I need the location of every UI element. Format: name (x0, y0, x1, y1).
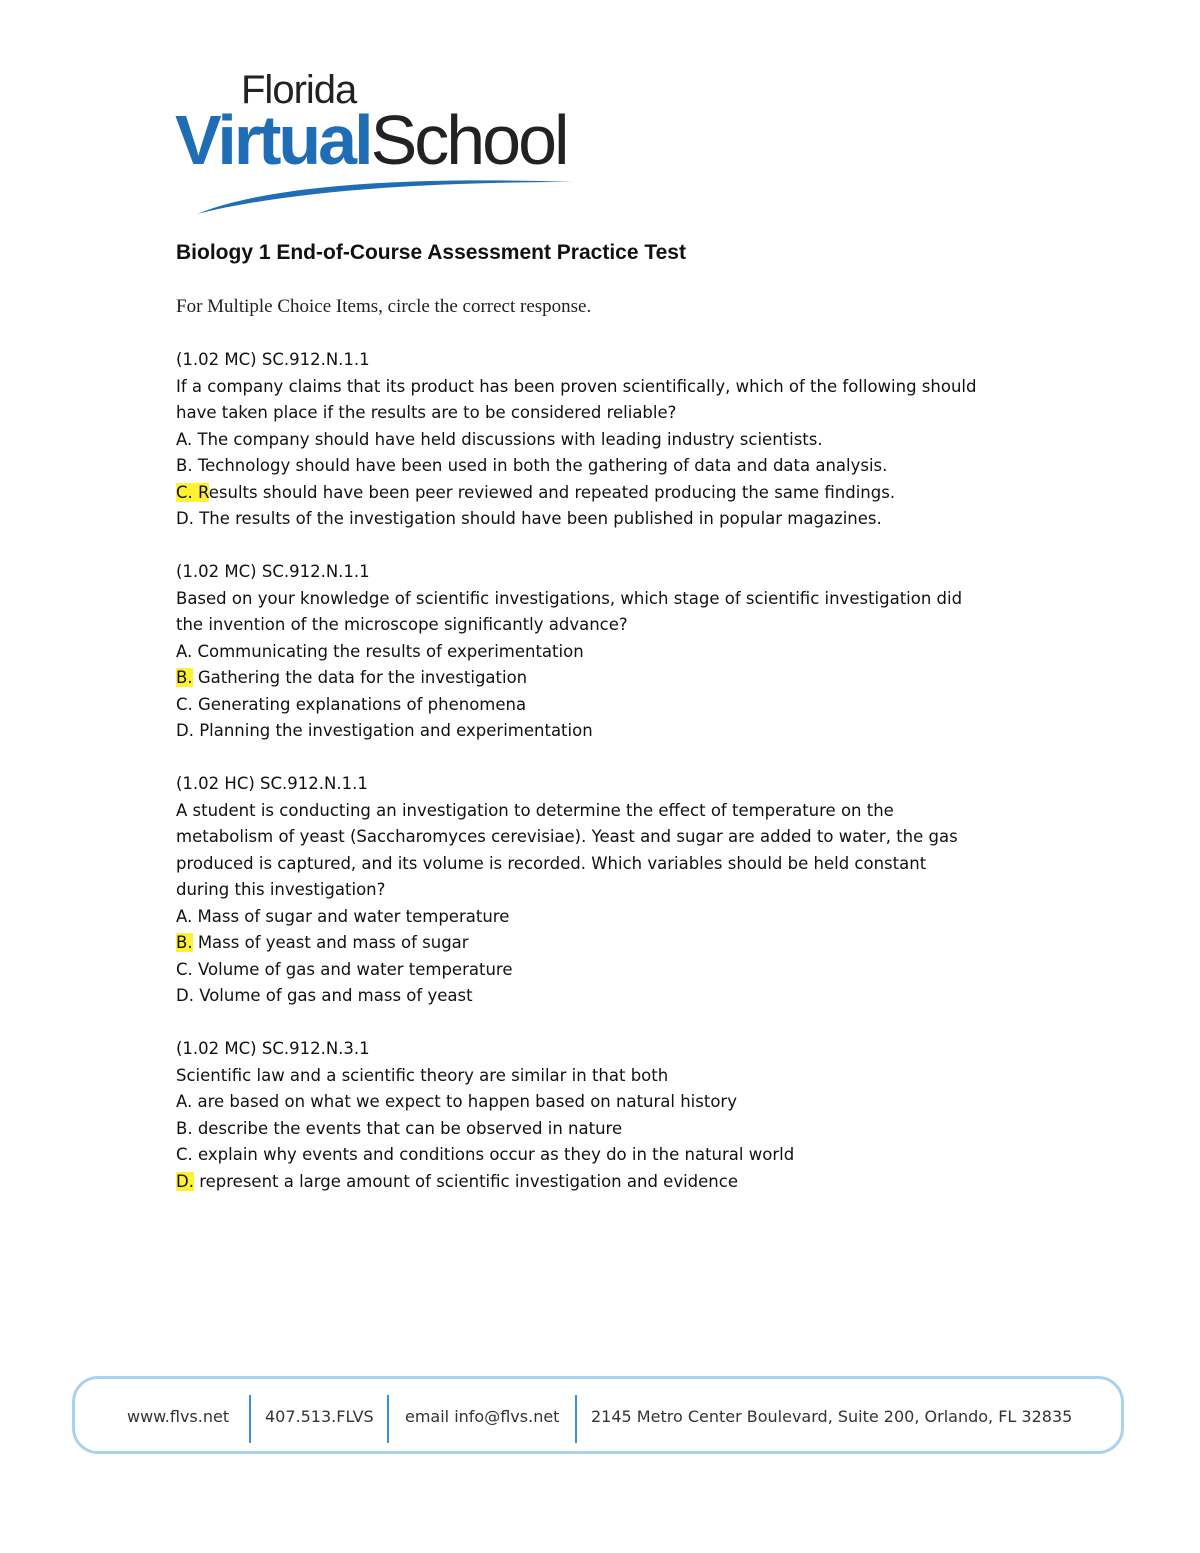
option-letter: A. (176, 429, 193, 449)
footer-website[interactable]: www.flvs.net (127, 1407, 230, 1426)
answer-option[interactable] (176, 639, 1046, 666)
answer-option-correct[interactable] (176, 665, 1046, 692)
option-letter: D. (176, 986, 194, 1005)
option-text: The company should have held discussions with leading industry scientists. (192, 429, 823, 449)
answer-option[interactable] (176, 506, 1046, 533)
logo-florida-text: Florida (241, 68, 357, 112)
option-letter-highlighted: D. (176, 1171, 194, 1191)
answer-option[interactable] (176, 453, 1046, 480)
question-1 (176, 347, 1046, 533)
answer-option[interactable] (176, 718, 1046, 745)
question-list (176, 347, 1046, 1222)
answer-option[interactable] (176, 1089, 1046, 1116)
answer-option[interactable] (176, 427, 1046, 454)
footer-divider (249, 1395, 251, 1443)
option-letter: D. (176, 721, 194, 740)
answer-option[interactable] (176, 983, 1046, 1010)
option-text: Technology should have been used in both the gathering of data and data analysis. (192, 456, 888, 475)
question-stem: If a company claims that its product has been proven scientifically, which of the following should (176, 376, 977, 396)
footer-email[interactable]: email info@flvs.net (405, 1407, 560, 1426)
option-text: Volume of gas and water temperature (192, 959, 513, 979)
question-4 (176, 1036, 1046, 1195)
contact-footer (72, 1376, 1124, 1454)
page-title: Biology 1 End-of-Course Assessment Practice Test (176, 241, 686, 264)
question-stem: the invention of the microscope significantly advance? (176, 615, 628, 634)
option-text: Gathering the data for the investigation (192, 668, 528, 687)
question-3 (176, 771, 1046, 1010)
option-text: esults should have been peer reviewed and repeated producing the same findings. (208, 482, 896, 502)
footer-phone: 407.513.FLVS (265, 1407, 374, 1426)
option-letter: A. (176, 1092, 193, 1111)
question-code: (1.02 MC) SC.912.N.1.1 (176, 562, 370, 581)
option-text: Volume of gas and mass of yeast (193, 986, 473, 1005)
option-text: Mass of yeast and mass of sugar (192, 933, 469, 952)
question-stem: have taken place if the results are to be considered reliable? (176, 403, 677, 422)
option-text: Communicating the results of experimentation (192, 641, 584, 661)
option-text: The results of the investigation should have been published in popular magazines. (193, 509, 882, 528)
answer-option[interactable] (176, 1142, 1046, 1169)
answer-option[interactable] (176, 1116, 1046, 1143)
option-letter-highlighted: B. (176, 933, 193, 952)
option-letter: B. (176, 1118, 193, 1138)
option-letter-highlighted: B. (176, 668, 193, 687)
instructions: For Multiple Choice Items, circle the correct response. (176, 296, 592, 317)
answer-option[interactable] (176, 904, 1046, 931)
option-text: explain why events and conditions occur as they do in the natural world (192, 1145, 795, 1164)
option-letter-highlighted: C. R (176, 482, 209, 502)
question-2 (176, 559, 1046, 745)
logo-virtual-word: Virtual (175, 101, 371, 179)
answer-option-correct[interactable] (176, 930, 1046, 957)
logo-swoosh-icon (175, 168, 595, 218)
option-letter: A. (176, 906, 193, 926)
question-stem: produced is captured, and its volume is recorded. Which variables should be held constant (176, 853, 927, 873)
option-text: are based on what we expect to happen based on natural history (192, 1092, 737, 1111)
option-text: Mass of sugar and water temperature (192, 906, 510, 926)
option-letter: D. (176, 509, 194, 528)
question-stem: A student is conducting an investigation to determine the effect of temperature on the (176, 800, 894, 820)
option-letter: B. (176, 456, 193, 475)
answer-option[interactable] (176, 957, 1046, 984)
question-code: (1.02 MC) SC.912.N.3.1 (176, 1039, 370, 1058)
answer-option[interactable] (176, 692, 1046, 719)
question-stem: during this investigation? (176, 880, 386, 899)
option-letter: C. (176, 1145, 193, 1164)
footer-divider (387, 1395, 389, 1443)
question-code: (1.02 HC) SC.912.N.1.1 (176, 774, 368, 793)
option-text: represent a large amount of scientific investigation and evidence (193, 1171, 738, 1191)
question-stem: Based on your knowledge of scientific investigations, which stage of scientific investigation did (176, 588, 963, 608)
footer-divider (575, 1395, 577, 1443)
question-code: (1.02 MC) SC.912.N.1.1 (176, 350, 370, 369)
footer-address: 2145 Metro Center Boulevard, Suite 200, Orlando, FL 32835 (591, 1407, 1073, 1426)
answer-option-correct[interactable] (176, 480, 1046, 507)
question-stem: Scientific law and a scientific theory are similar in that both (176, 1065, 669, 1085)
answer-option-correct[interactable] (176, 1169, 1046, 1196)
option-letter: A. (176, 641, 193, 661)
logo-school-word: School (370, 101, 567, 179)
option-text: Generating explanations of phenomena (192, 694, 527, 714)
option-text: describe the events that can be observed in nature (192, 1118, 623, 1138)
option-text: Planning the investigation and experimentation (193, 721, 593, 740)
question-stem: metabolism of yeast (Saccharomyces cerevisiae). Yeast and sugar are added to water, the gas (176, 827, 958, 846)
option-letter: C. (176, 694, 193, 714)
flvs-logo (175, 68, 595, 218)
option-letter: C. (176, 959, 193, 979)
